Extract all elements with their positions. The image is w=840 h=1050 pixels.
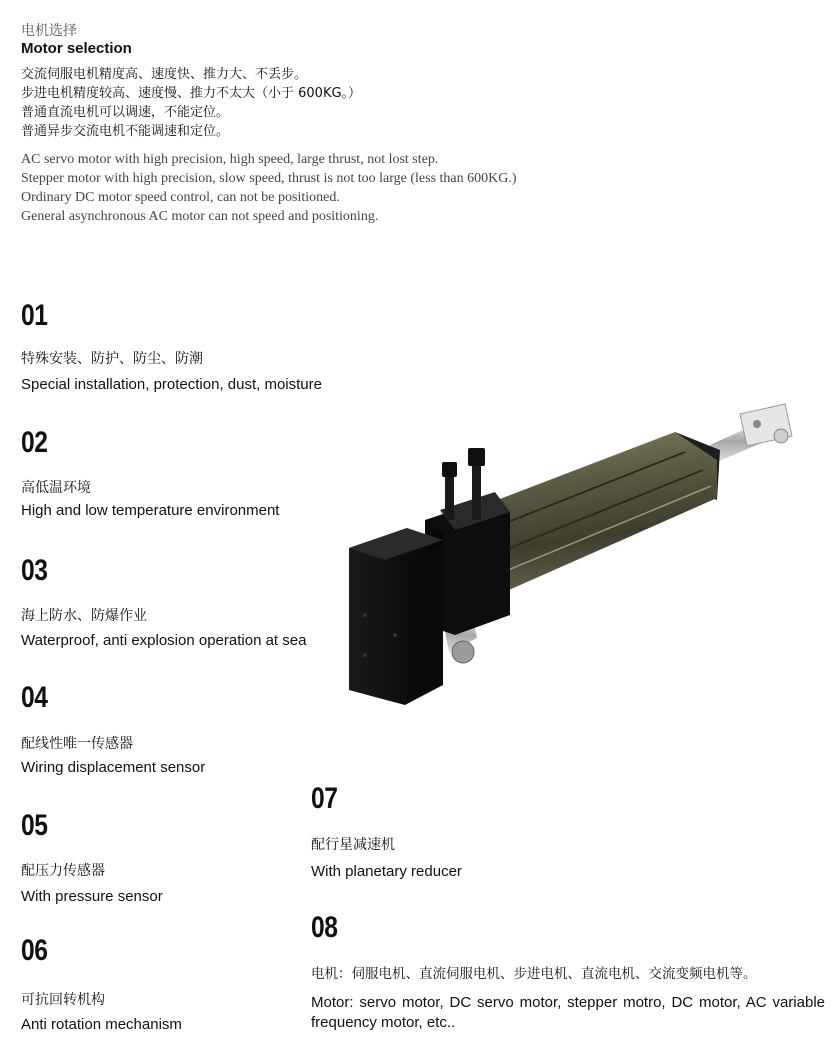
title-en: Motor selection [21, 40, 132, 57]
desc-en-line: Stepper motor with high precision, slow speed, thrust is not too large (less than 600KG.) [21, 171, 517, 186]
feature-title-en: Waterproof, anti explosion operation at sea [21, 632, 307, 649]
feature-title-cn: 海上防水、防爆作业 [21, 608, 147, 624]
feature-number: 06 [21, 934, 48, 967]
feature-number: 03 [21, 554, 48, 587]
feature-title-en: With pressure sensor [21, 888, 163, 905]
feature-title-cn: 配压力传感器 [21, 863, 105, 879]
feature-title-en: High and low temperature environment [21, 502, 280, 519]
description-cn [21, 65, 361, 141]
feature-title-cn: 配线性唯一传感器 [21, 736, 133, 752]
feature-title-cn: 电机：伺服电机、直流伺服电机、步进电机、直流电机、交流变频电机等。 [311, 966, 757, 982]
feature-number: 05 [21, 809, 48, 842]
feature-number: 08 [311, 911, 338, 944]
feature-title-cn: 高低温环境 [21, 480, 91, 496]
feature-title-en: With planetary reducer [311, 863, 462, 880]
title-cn: 电机选择 [21, 23, 77, 39]
desc-cn-line: 步进电机精度较高、速度慢、推力不太大（小于 600KG。） [21, 86, 362, 101]
desc-en-line: AC servo motor with high precision, high speed, large thrust, not lost step. [21, 152, 439, 167]
feature-title-en: Wiring displacement sensor [21, 759, 206, 776]
feature-title-cn: 可抗回转机构 [21, 992, 105, 1008]
feature-title-en: Anti rotation mechanism [21, 1016, 182, 1033]
desc-en-line: General asynchronous AC motor can not speed and positioning. [21, 209, 379, 224]
feature-title-cn: 特殊安装、防护、防尘、防潮 [21, 351, 203, 367]
description-en [21, 150, 517, 226]
desc-cn-line: 交流伺服电机精度高、速度快、推力大、不丢步。 [21, 67, 308, 82]
feature-number: 02 [21, 426, 48, 459]
feature-number: 01 [21, 299, 48, 332]
desc-cn-line: 普通异步交流电机不能调速和定位。 [21, 124, 230, 139]
feature-title-en: Motor: servo motor, DC servo motor, stepper motro, DC motor, AC variable frequency motor, etc.. [311, 994, 825, 1031]
feature-number: 07 [311, 782, 338, 815]
desc-en-line: Ordinary DC motor speed control, can not be positioned. [21, 190, 340, 205]
feature-title-cn: 配行星减速机 [311, 837, 395, 853]
desc-cn-line: 普通直流电机可以调速，不能定位。 [21, 105, 230, 120]
feature-title-en: Special installation, protection, dust, moisture [21, 376, 322, 393]
linear-actuator-image [345, 400, 795, 710]
feature-number: 04 [21, 681, 48, 714]
